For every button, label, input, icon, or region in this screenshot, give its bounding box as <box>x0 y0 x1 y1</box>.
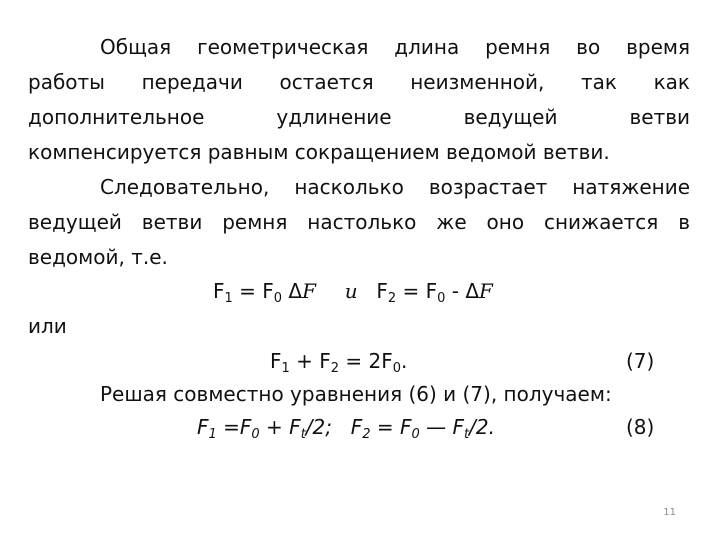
subscript-1: 1 <box>281 361 290 376</box>
paragraph2-line2: ведущей ветви ремня настолько же оно снижается в <box>28 210 690 234</box>
symbol-f1: F <box>270 349 282 373</box>
subscript-1: 1 <box>224 291 233 306</box>
formula-sum <box>270 344 407 378</box>
delta-f: F <box>479 279 493 303</box>
plus-f: + F <box>259 415 301 439</box>
equals-f: = F <box>370 415 412 439</box>
equals-f: = F <box>396 279 438 303</box>
paragraph1-line2: работы передачи остается неизменной, так как <box>28 70 690 94</box>
minus-f: — F <box>419 415 464 439</box>
subscript-2: 2 <box>387 291 397 306</box>
subscript-t: t <box>464 427 470 442</box>
equals-f: = F <box>232 279 274 303</box>
symbol-f2: F <box>376 279 388 303</box>
symbol-f2: F <box>350 415 363 439</box>
half: /2; <box>305 415 332 439</box>
equation-number-7: (7) <box>626 349 655 373</box>
or-word: или <box>28 314 67 338</box>
subscript-1: 1 <box>208 427 217 442</box>
delta-f: F <box>302 279 316 303</box>
paragraph2-line1: Следовательно, насколько возрастает натяжение <box>100 175 690 199</box>
formula-result <box>197 410 495 444</box>
subscript-2: 2 <box>362 427 371 442</box>
equation-number-8: (8) <box>626 415 655 439</box>
paragraph1-line1: Общая геометрическая длина ремня во время <box>100 35 690 59</box>
minus-delta: - Δ <box>445 279 480 303</box>
equals-2f: = 2F <box>339 349 393 373</box>
subscript-0: 0 <box>251 427 260 442</box>
subscript-0: 0 <box>273 291 283 306</box>
period: . <box>401 349 408 373</box>
symbol-f1: F <box>197 415 209 439</box>
subscript-0: 0 <box>392 361 402 376</box>
subscript-2: 2 <box>330 361 340 376</box>
paragraph2-line3: ведомой, т.е. <box>28 245 168 269</box>
paragraph1-line3: дополнительное удлинение ведущей ветви <box>28 105 690 129</box>
equals-f: =F <box>216 415 252 439</box>
subscript-0: 0 <box>411 427 420 442</box>
delta-sign: Δ <box>282 279 303 303</box>
conjunction: и <box>344 279 358 303</box>
formula-tension-change <box>213 274 493 308</box>
subscript-t: t <box>300 427 306 442</box>
subscript-0: 0 <box>437 291 446 306</box>
page-number: 11 <box>663 507 676 518</box>
symbol-f1: F <box>213 279 225 303</box>
paragraph3-line1: Решая совместно уравнения (6) и (7), получаем: <box>100 382 612 406</box>
half: /2. <box>469 415 495 439</box>
plus-f: + F <box>289 349 331 373</box>
paragraph1-line4: компенсируется равным сокращением ведомой ветви. <box>28 140 610 164</box>
